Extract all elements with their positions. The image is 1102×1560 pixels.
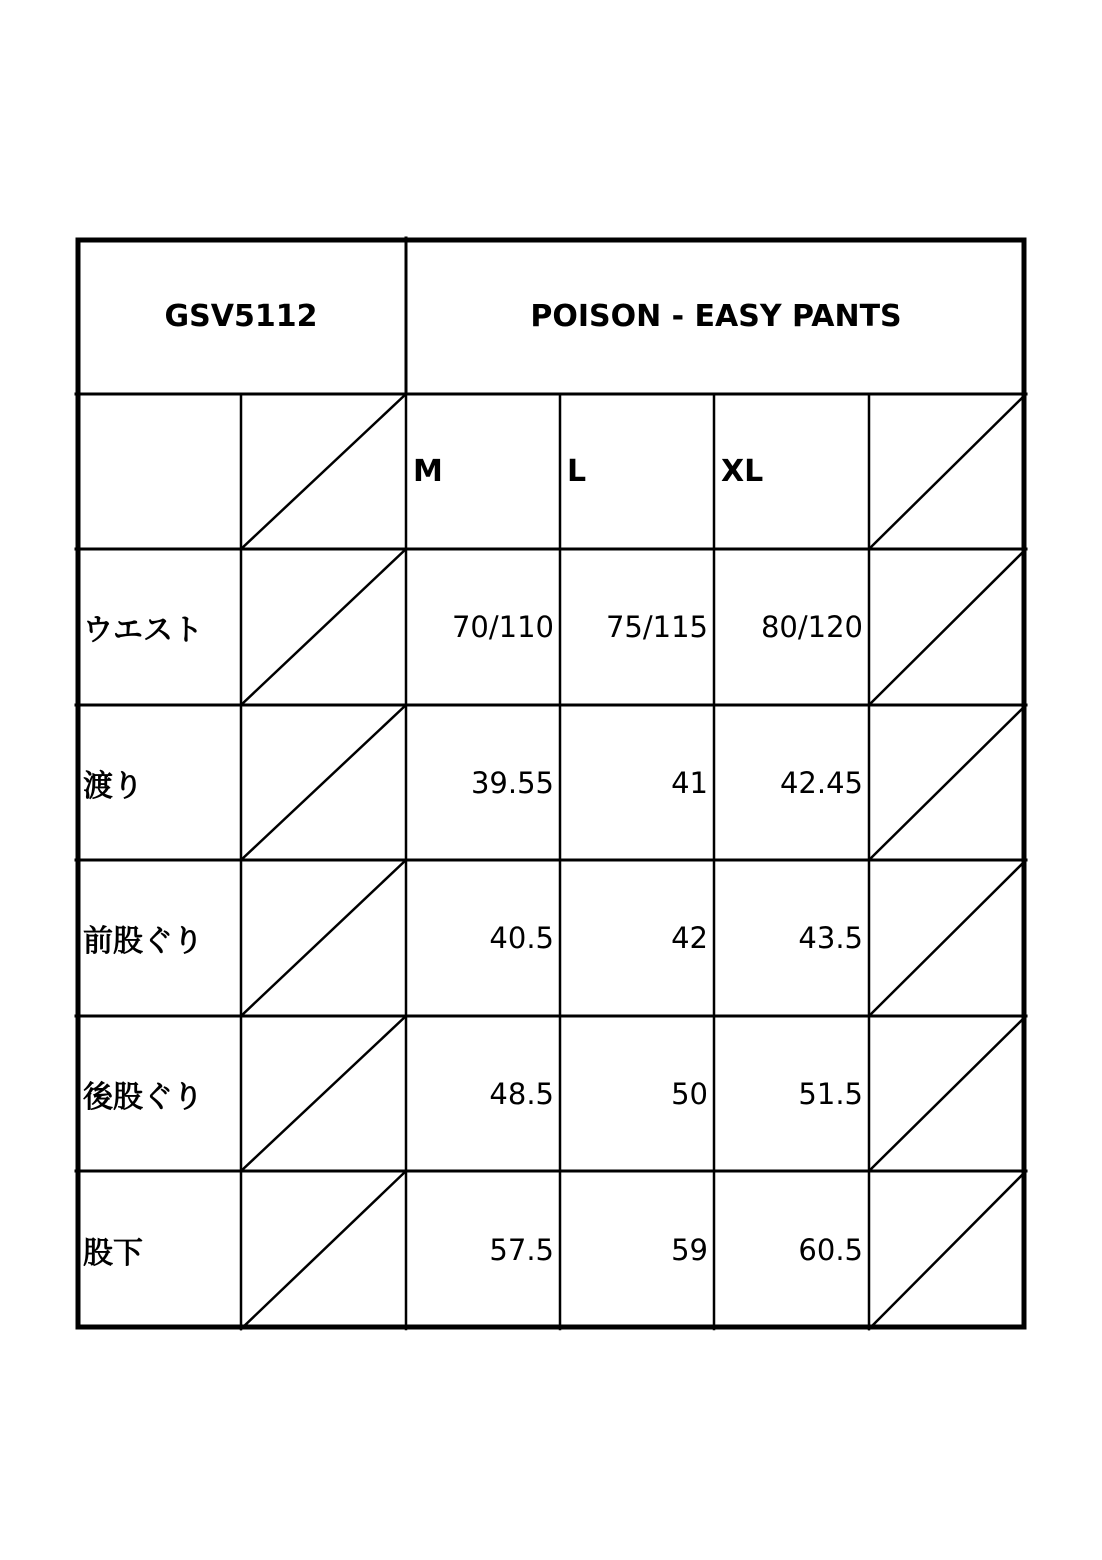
value-cell: 48.5 bbox=[489, 1076, 554, 1111]
size-header-l: L bbox=[567, 454, 587, 489]
size-header-xl: XL bbox=[721, 454, 764, 489]
value-cell: 40.5 bbox=[489, 921, 554, 955]
row-label-thigh: 渡り bbox=[83, 768, 143, 804]
value-cell: 51.5 bbox=[798, 1076, 863, 1111]
product-code: GSV5112 bbox=[164, 298, 318, 334]
row-label-inseam: 股下 bbox=[83, 1236, 143, 1271]
size-header-m: M bbox=[413, 454, 443, 489]
diagonal-slash bbox=[869, 860, 1026, 1016]
value-cell: 39.55 bbox=[470, 765, 554, 800]
value-cell: 57.5 bbox=[489, 1233, 554, 1267]
row-label-back-rise: 後股ぐり bbox=[83, 1079, 203, 1115]
diagonal-slash bbox=[241, 549, 406, 705]
value-cell: 42 bbox=[671, 921, 708, 955]
diagonal-slash bbox=[869, 1016, 1026, 1171]
value-cell: 59 bbox=[671, 1233, 708, 1267]
diagonal-slash bbox=[241, 1171, 406, 1329]
diagonal-slash bbox=[869, 549, 1026, 705]
row-label-front-rise: 前股ぐり bbox=[83, 924, 203, 959]
value-cell: 80/120 bbox=[760, 610, 863, 644]
diagonal-slash bbox=[241, 1016, 406, 1171]
value-cell: 43.5 bbox=[798, 921, 863, 955]
diagonal-slash bbox=[241, 705, 406, 860]
diagonal-slash bbox=[869, 1171, 1026, 1329]
diagonal-slash bbox=[869, 705, 1026, 860]
value-cell: 75/115 bbox=[605, 610, 708, 644]
diagonal-slash bbox=[869, 394, 1026, 549]
product-name: POISON - EASY PANTS bbox=[530, 298, 902, 334]
value-cell: 42.45 bbox=[779, 765, 863, 800]
value-cell: 50 bbox=[671, 1076, 708, 1111]
value-cell: 60.5 bbox=[798, 1233, 863, 1267]
diagonal-slash bbox=[241, 394, 406, 549]
row-label-waist: ウエスト bbox=[83, 613, 203, 648]
diagonal-slash bbox=[241, 860, 406, 1016]
value-cell: 70/110 bbox=[451, 610, 554, 644]
value-cell: 41 bbox=[671, 765, 708, 800]
size-chart-table bbox=[76, 238, 1026, 1329]
